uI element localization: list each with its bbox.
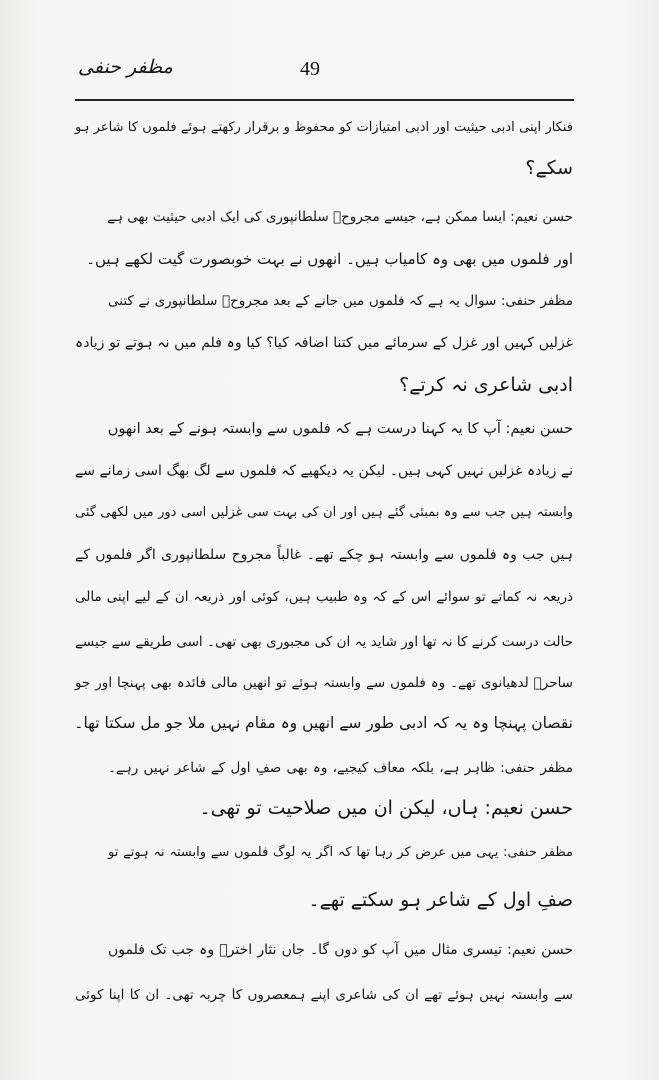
- text-line: وابستہ ہیں جب سے وہ بمبئی گئے ہیں اور ان کی بہت سی غزلیں اسی دور میں لکھی گئی: [75, 505, 573, 520]
- header-rule: [75, 99, 574, 101]
- text-line: فنکار اپنی ادبی حیثیت اور ادبی امتیازات کو محفوظ و برقرار رکھتے ہوئے فلموں کا شاعر ہو: [75, 120, 573, 135]
- text-line: نے زیادہ غزلیں نہیں کہی ہیں۔ لیکن یہ دیکھیے کہ فلموں سے لگ بھگ اسی زمانے سے: [75, 463, 573, 479]
- text-line: سے وابستہ نہیں ہوئے تھے ان کی شاعری اپنے ہمعصروں کا چربہ تھی۔ ان کا اپنا کوئی: [75, 987, 573, 1003]
- running-header-author: مظفر حنفی: [78, 56, 173, 78]
- text-line: ہیں جب وہ فلموں سے وابستہ ہو چکے تھے۔ غالباً مجروح سلطانپوری اگر فلموں کے: [75, 547, 573, 563]
- dialogue-start-line: حسن نعیم: ایسا ممکن ہے، جیسے مجروحؔ سلطانپوری کی ایک ادبی حیثیت بھی ہے: [107, 209, 573, 225]
- page-number: 49: [300, 58, 320, 80]
- dialogue-start-line: حسن نعیم: تیسری مثال میں آپ کو دوں گا۔ جاں نثار اخترؔ وہ جب تک فلموں: [108, 942, 573, 958]
- dialogue-start-line: مظفر حنفی: یہی میں عرض کر رہا تھا کہ اگر یہ لوگ فلموں سے وابستہ نہ ہوتے تو: [108, 845, 573, 860]
- text-line: ذریعہ نہ کماتے تو سوائے اس کے کہ وہ طبیب ہیں، کوئی اور ذریعہ ان کے لیے اپنی مالی: [75, 589, 573, 605]
- text-line: حالت درست کرنے کا نہ تھا اور شاید یہ ان کی مجبوری بھی تھی۔ اسی طریقے سے جیسے: [75, 634, 573, 650]
- text-line: ساحرؔ لدھیانوی تھے۔ وہ فلموں سے وابستہ ہوئے تو انھیں مالی فائدہ بھی پہنچا اور جو: [75, 675, 573, 691]
- text-line: صفِ اول کے شاعر ہو سکتے تھے۔: [308, 889, 573, 911]
- text-line: غزلیں کہیں اور غزل کے سرمائے میں کتنا اضافہ کیا؟ کیا وہ فلم میں نہ ہوتے تو زیادہ: [75, 335, 573, 351]
- text-line: اور فلموں میں بھی وہ کامیاب ہیں۔ انھوں نے بہت خوبصورت گیت لکھے ہیں۔: [86, 250, 573, 268]
- text-line: سکے؟: [525, 157, 573, 179]
- dialogue-start-line: مظفر حنفی: ظاہر ہے، بلکہ معاف کیجیے، وہ بھی صفِ اول کے شاعر نہیں رہے۔: [108, 760, 573, 776]
- dialogue-start-line: مظفر حنفی: سوال یہ ہے کہ فلموں میں جانے کے بعد مجروحؔ سلطانپوری نے کتنی: [108, 293, 573, 309]
- dialogue-start-line: حسن نعیم: ہاں، لیکن ان میں صلاحیت تو تھی۔: [199, 797, 573, 819]
- text-line: ادبی شاعری نہ کرتے؟: [399, 374, 573, 396]
- text-line: نقصان پہنچا وہ یہ کہ ادبی طور سے انھیں وہ مقام نہیں ملا جو مل سکتا تھا۔: [74, 714, 573, 732]
- dialogue-start-line: حسن نعیم: آپ کا یہ کہنا درست ہے کہ فلموں سے وابستہ ہونے کے بعد انھوں: [107, 421, 573, 437]
